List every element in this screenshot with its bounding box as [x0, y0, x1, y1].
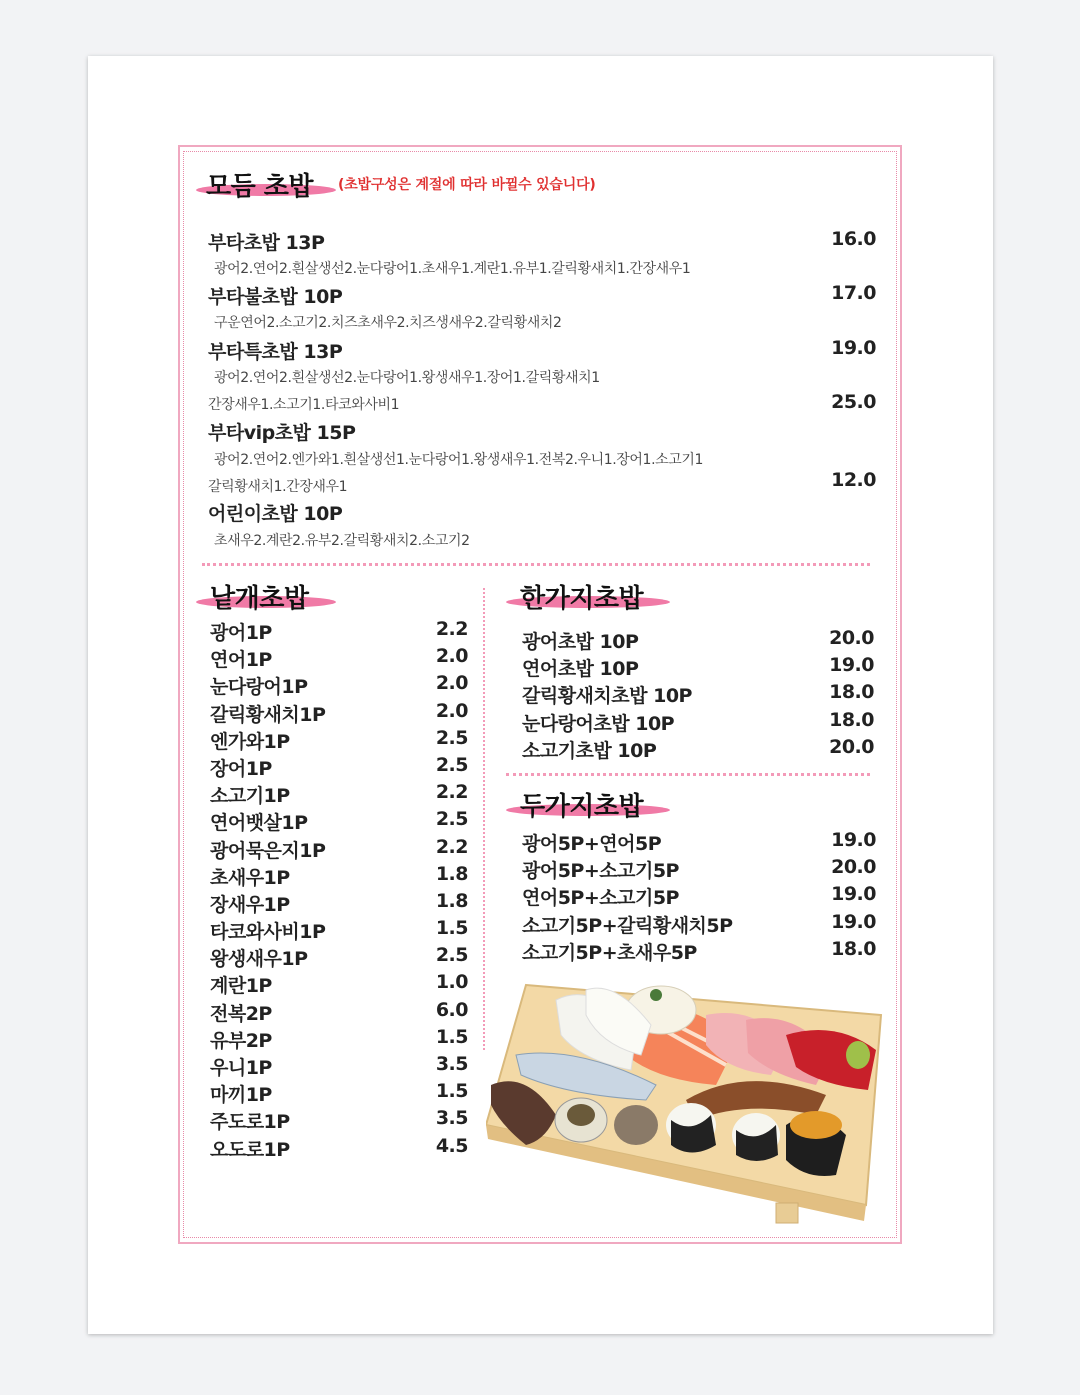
- list-item: 연어5P+소고기5P 19.0: [522, 883, 876, 910]
- list-item: 연어1P 2.0: [210, 645, 468, 672]
- list-item: 연어뱃살1P 2.5: [210, 808, 468, 835]
- list-item: 전복2P 6.0: [210, 998, 468, 1025]
- section-title-hangaji: 한가지초밥: [520, 578, 643, 615]
- moodeum-item-price: 25.0: [831, 391, 876, 413]
- list-item: 오도로1P 4.5: [210, 1134, 468, 1161]
- list-item: 소고기초밥 10P 20.0: [522, 735, 874, 762]
- list-item: 눈다랑어초밥 10P 18.0: [522, 708, 874, 735]
- list-item: 유부2P 1.5: [210, 1025, 468, 1052]
- moodeum-item-price: 12.0: [831, 469, 876, 491]
- list-item: 소고기1P 2.2: [210, 781, 468, 808]
- list-item: 광어묵은지1P 2.2: [210, 835, 468, 862]
- list-item: 광어5P+소고기5P 20.0: [522, 856, 876, 883]
- moodeum-item-desc: 광어2.연어2.흰살생선2.눈다랑어1.초새우1.계란1.유부1.갈릭황새치1.간장새우1: [214, 261, 691, 277]
- moodeum-item-price: 16.0: [831, 228, 876, 250]
- list-item: 우니1P 3.5: [210, 1053, 468, 1079]
- moodeum-item-desc: 갈릭황새치1.간장새우1: [208, 479, 348, 495]
- hangaji-list: [522, 627, 874, 763]
- list-item: 계란1P 1.0: [210, 971, 468, 998]
- list-item: 장새우1P 1.8: [210, 889, 468, 916]
- list-item: 소고기5P+초새우5P 18.0: [522, 937, 876, 964]
- moodeum-item-desc: 광어2.연어2.엔가와1.흰살생선1.눈다랑어1.왕생새우1.전복2.우니1.장어1.소고기1: [214, 452, 703, 468]
- composition-note: (초밥구성은 계절에 따라 바뀔수 있습니다): [338, 177, 596, 193]
- list-item: 광어1P 2.2: [210, 618, 468, 644]
- natgae-list: [210, 618, 468, 1162]
- list-item: 타코와사비1P 1.5: [210, 917, 468, 944]
- moodeum-item-desc: 광어2.연어2.흰살생선2.눈다랑어1.왕생새우1.장어1.갈릭황새치1: [214, 370, 600, 386]
- list-item: 갈릭황새치초밥 10P 18.0: [522, 681, 874, 708]
- column-divider: [483, 588, 485, 1050]
- moodeum-item-desc: 간장새우1.소고기1.타코와사비1: [208, 397, 400, 413]
- list-item: 마끼1P 1.5: [210, 1080, 468, 1107]
- list-item: 소고기5P+갈릭황새치5P 19.0: [522, 910, 876, 937]
- list-item: 장어1P 2.5: [210, 753, 468, 780]
- section-divider: [202, 563, 870, 566]
- list-item: 왕생새우1P 2.5: [210, 944, 468, 971]
- list-item: 광어초밥 10P 20.0: [522, 627, 874, 653]
- moodeum-item-name: 어린이초밥 10P: [208, 503, 343, 525]
- list-item: 초새우1P 1.8: [210, 862, 468, 889]
- section-title-natgae: 낱개초밥: [210, 578, 308, 615]
- list-item: 광어5P+연어5P 19.0: [522, 829, 876, 855]
- section-title-moodeum: 모듬 초밥: [206, 166, 313, 203]
- list-item: 엔가와1P 2.5: [210, 726, 468, 753]
- moodeum-item-desc: 구운연어2.소고기2.치즈초새우2.치즈생새우2.갈릭황새치2: [214, 315, 562, 331]
- list-item: 연어초밥 10P 19.0: [522, 654, 874, 681]
- list-item: 갈릭황새치1P 2.0: [210, 699, 468, 726]
- moodeum-item-desc: 초새우2.계란2.유부2.갈릭황새치2.소고기2: [214, 533, 470, 549]
- moodeum-item-name: 부타초밥 13P: [208, 232, 325, 254]
- moodeum-item-price: 19.0: [831, 337, 876, 359]
- sushi-platter-illustration: [486, 975, 886, 1235]
- section-divider: [506, 773, 870, 776]
- dugaji-list: [522, 829, 876, 965]
- moodeum-item-name: 부타특초밥 13P: [208, 341, 343, 363]
- moodeum-item-price: 17.0: [831, 282, 876, 304]
- list-item: 주도로1P 3.5: [210, 1107, 468, 1134]
- moodeum-item-name: 부타불초밥 10P: [208, 286, 343, 308]
- section-title-dugaji: 두가지초밥: [520, 786, 643, 823]
- moodeum-item-name: 부타vip초밥 15P: [208, 422, 356, 444]
- list-item: 눈다랑어1P 2.0: [210, 672, 468, 699]
